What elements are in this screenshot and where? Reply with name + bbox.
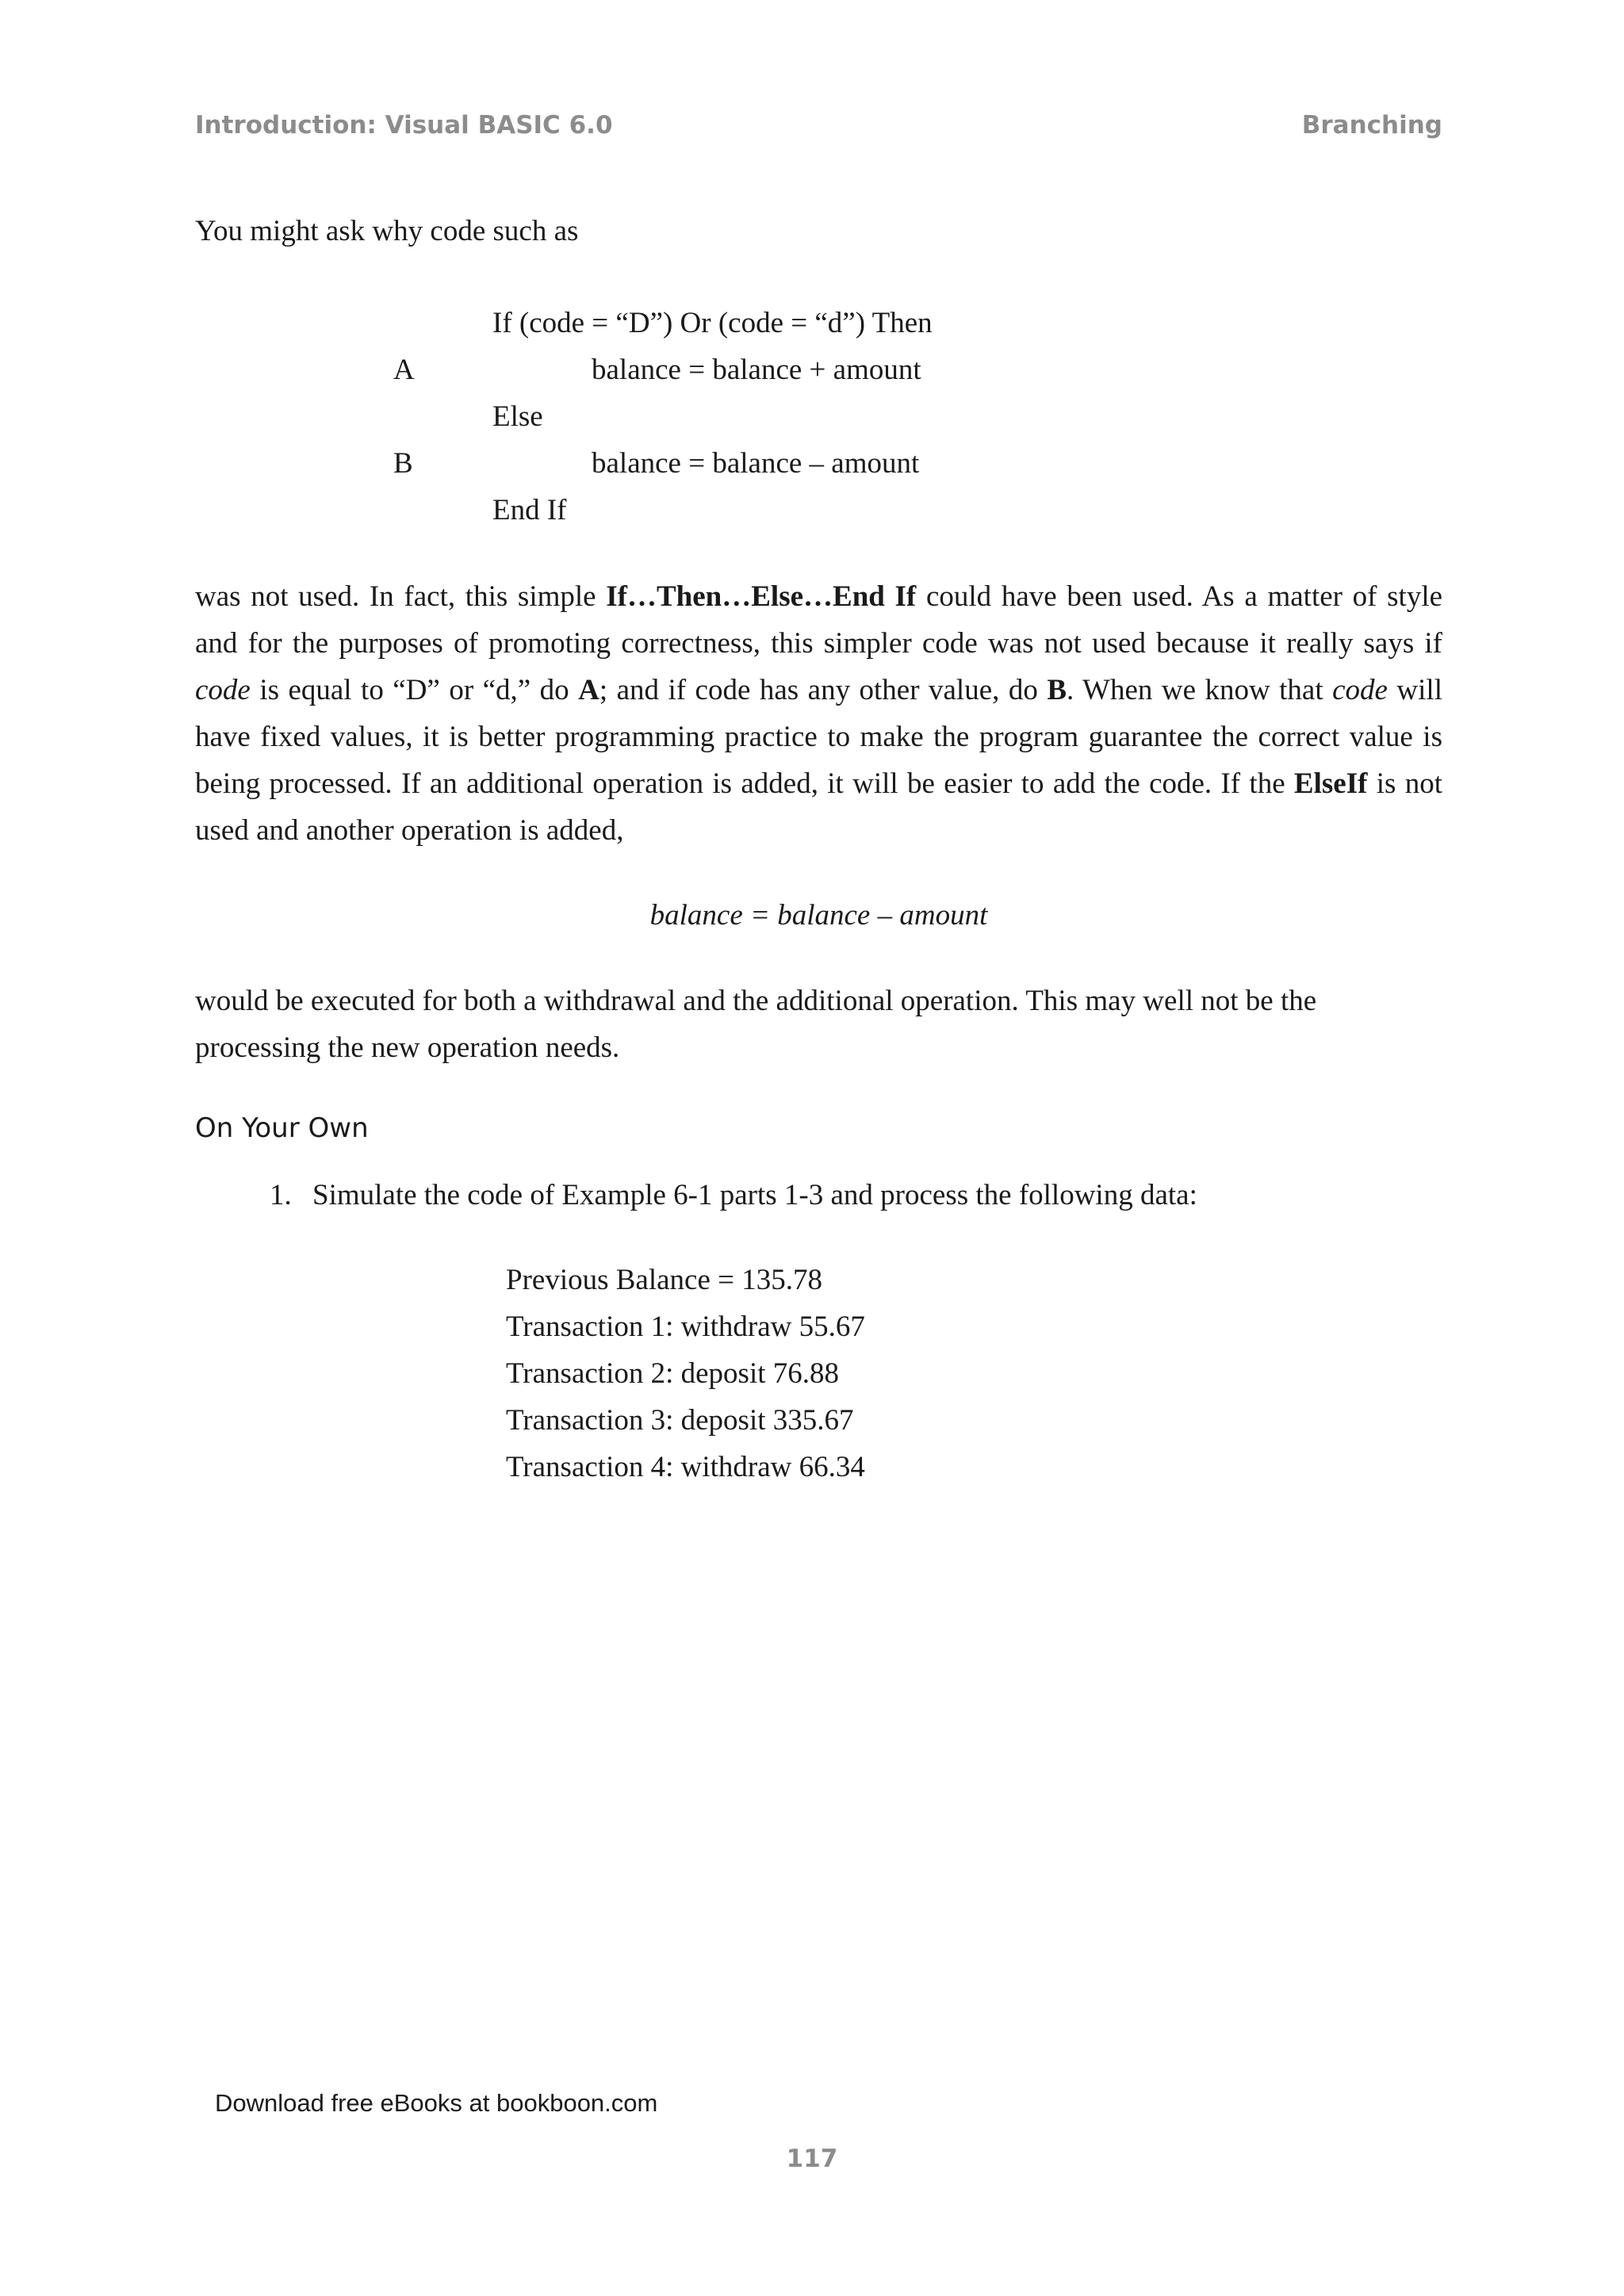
keyword-if-then-else: If…Then…Else…End If — [606, 580, 917, 613]
code-line-endif — [195, 487, 1442, 534]
formula-line: balance = balance – amount — [649, 899, 988, 932]
code-add-statement: balance = balance + amount — [592, 354, 921, 386]
followup-paragraph: would be executed for both a withdrawal and the additional operation. This may well not be the processing the new operation needs. — [195, 985, 1317, 1064]
label-ref-a: A — [578, 674, 599, 706]
page-number: 117 — [786, 2145, 838, 2173]
exercise-data-list — [506, 1257, 865, 1490]
explanation-paragraph: was not used. In fact, this simple If…Then…Else…End If could have been used. As a matter of style and for the purposes of promoting correctness, this simpler code was not used because it really says if code is equal to “D” or “d,” do A; and if code has any other value, do B. When we know that code will have fixed values, it is better programming practice to make the program guarantee the correct value is being processed. If an additional operation is added, it will be easier to add the code. If the ElseIf is not used and another operation is added, — [195, 580, 1443, 847]
code-line-b — [195, 440, 1442, 487]
code-line-if — [195, 300, 1442, 346]
code-line-else — [195, 393, 1442, 440]
section-heading: On Your Own — [195, 1112, 369, 1144]
code-line-a — [195, 346, 1442, 393]
data-line: Transaction 4: withdraw 66.34 — [506, 1451, 865, 1483]
code-subtract-statement: balance = balance – amount — [592, 447, 920, 480]
exercise-text: Simulate the code of Example 6-1 parts 1-3 and process the following data: — [312, 1179, 1197, 1211]
label-ref-b: B — [1047, 674, 1067, 706]
code-label-a: A — [393, 354, 415, 386]
intro-sentence: You might ask why code such as — [195, 215, 579, 247]
exercise-item — [270, 1172, 1197, 1219]
running-header — [195, 111, 1442, 151]
term-code: code — [1332, 674, 1388, 706]
data-line: Transaction 1: withdraw 55.67 — [506, 1311, 865, 1343]
book-title: Introduction: Visual BASIC 6.0 — [195, 111, 613, 140]
chapter-title: Branching — [1301, 111, 1442, 140]
term-code: code — [195, 674, 251, 706]
code-label-b: B — [393, 447, 413, 480]
code-else-statement: Else — [492, 400, 543, 433]
data-line: Transaction 2: deposit 76.88 — [506, 1357, 840, 1390]
exercise-number: 1. — [270, 1179, 292, 1211]
data-line: Previous Balance = 135.78 — [506, 1264, 823, 1296]
code-if-statement: If (code = “D”) Or (code = “d”) Then — [492, 307, 933, 339]
data-line: Transaction 3: deposit 335.67 — [506, 1404, 854, 1437]
keyword-elseif: ElseIf — [1293, 767, 1368, 800]
code-listing — [195, 300, 1442, 534]
download-link[interactable]: Download free eBooks at bookboon.com — [215, 2089, 658, 2117]
code-endif-statement: End If — [492, 494, 567, 526]
